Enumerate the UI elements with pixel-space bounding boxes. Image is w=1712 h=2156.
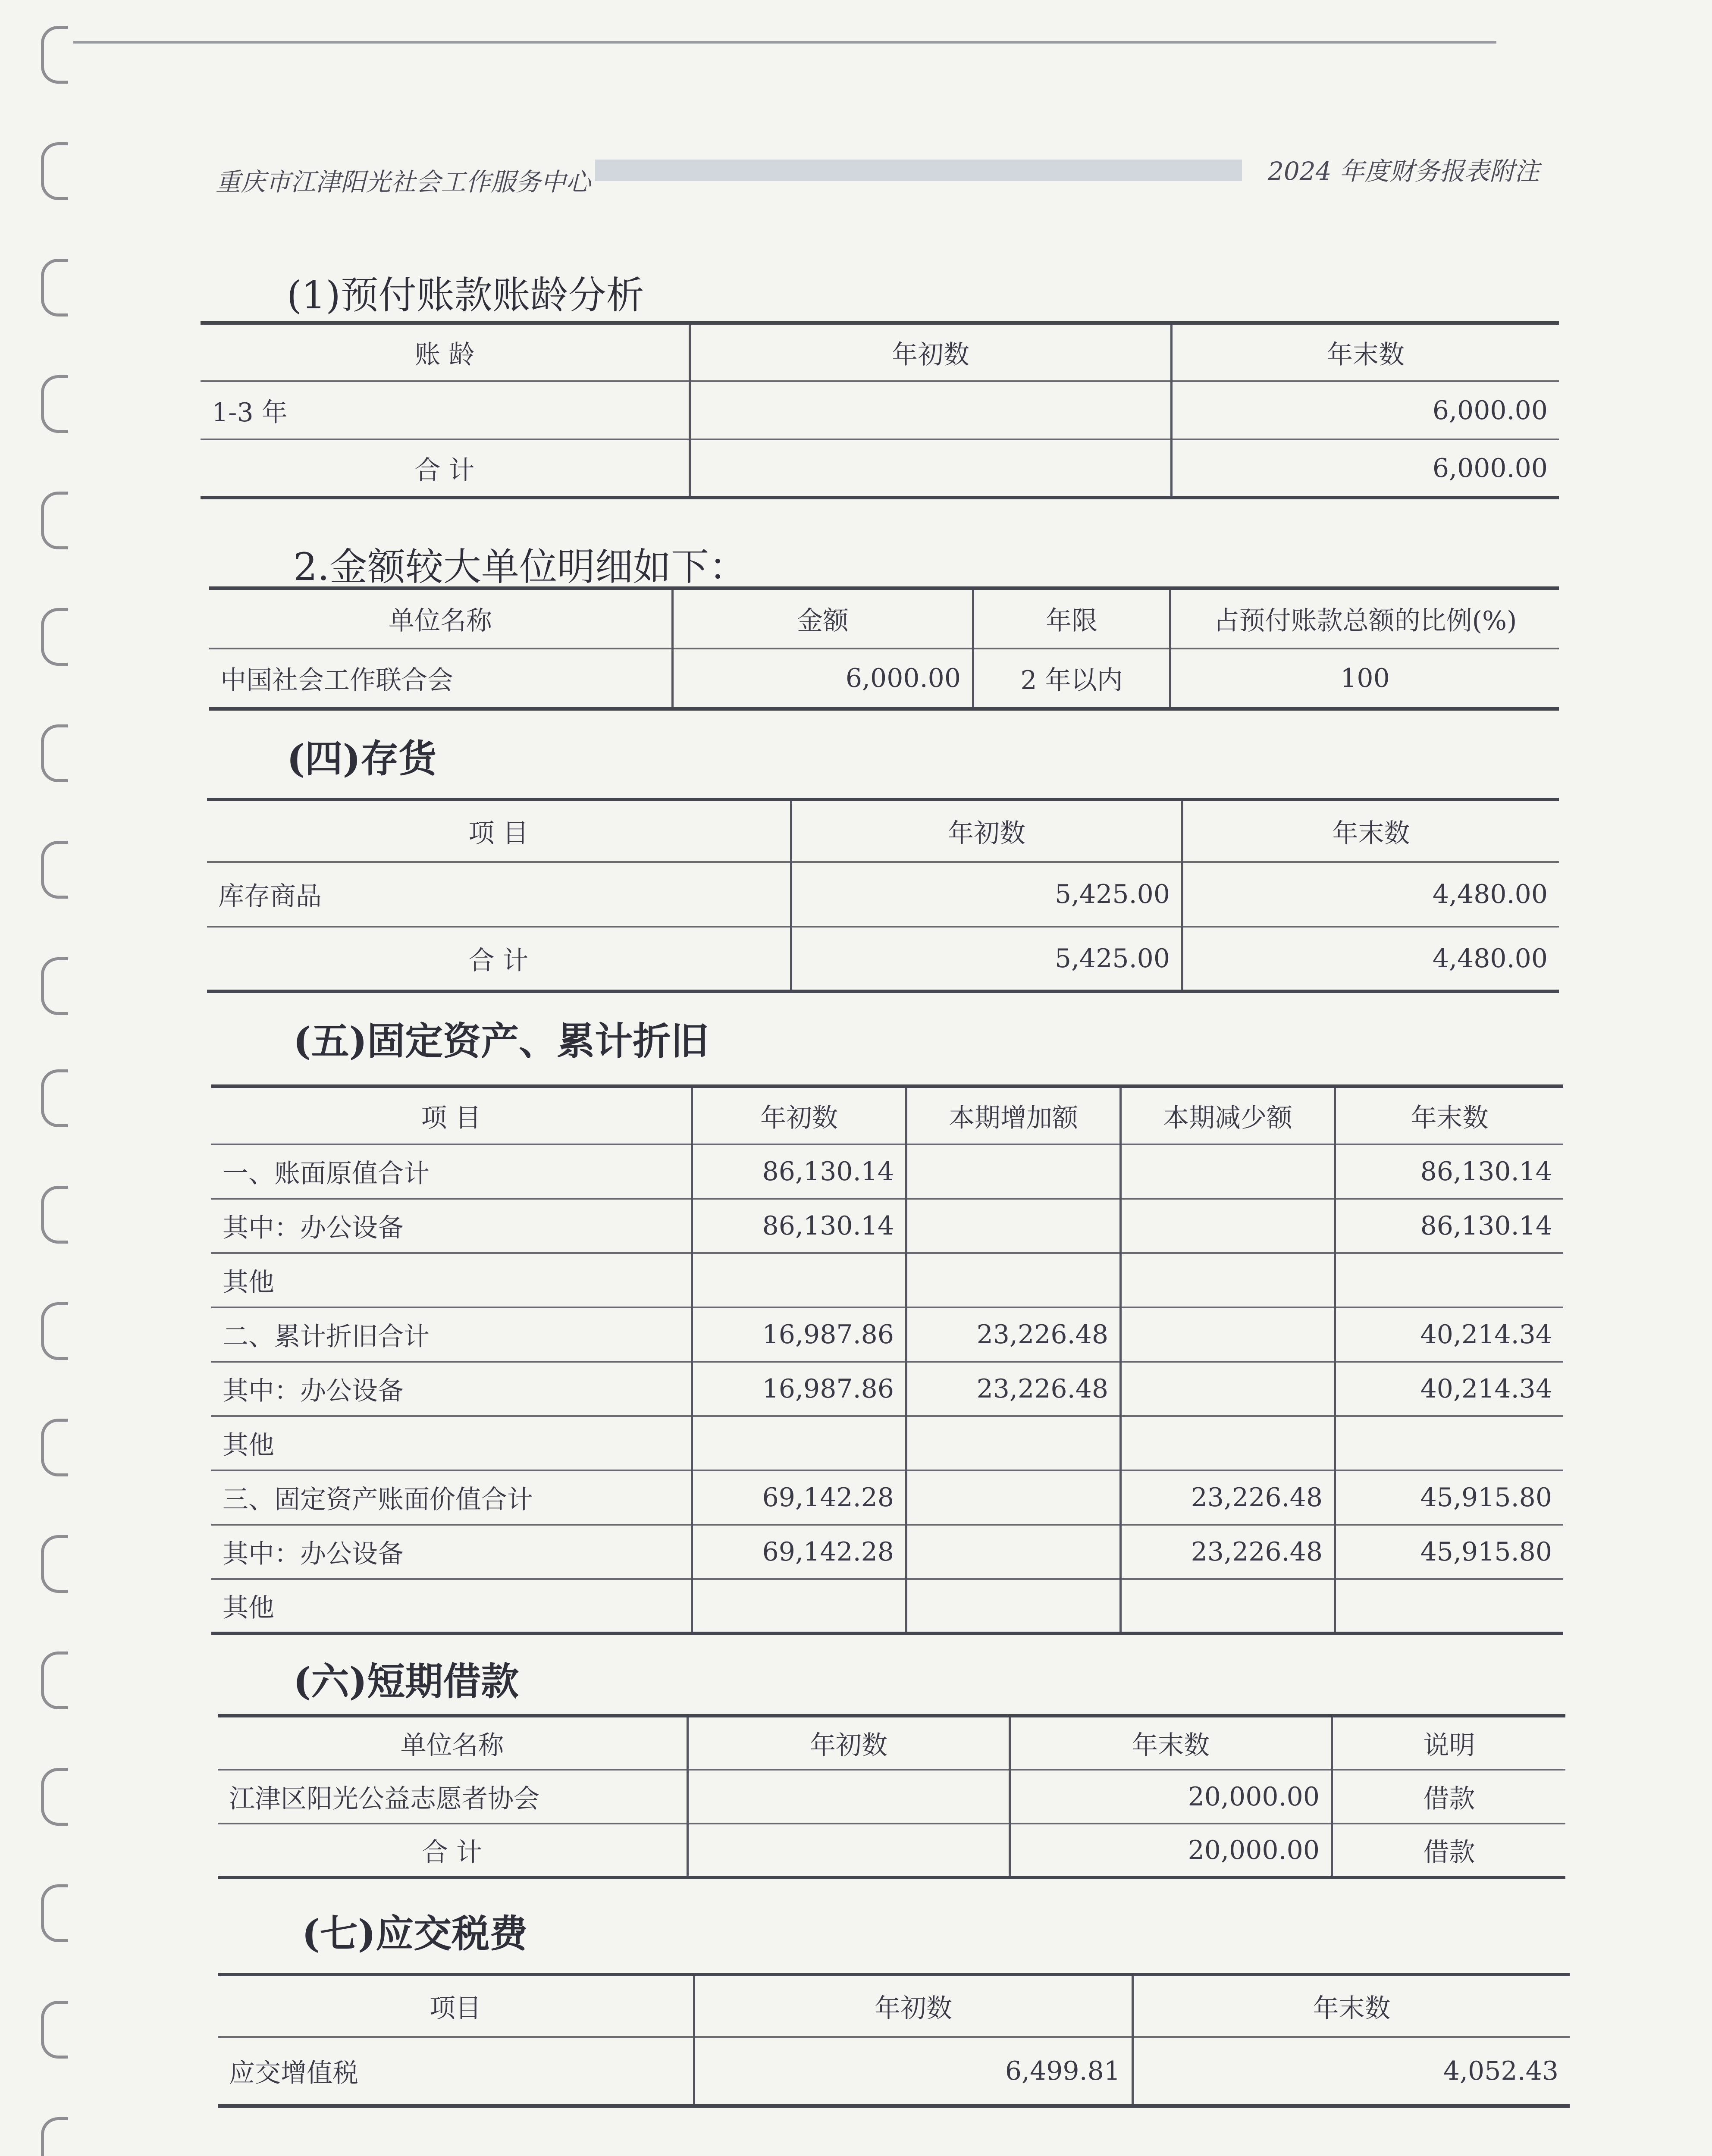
cell-begin: 16,987.86 bbox=[692, 1307, 906, 1362]
cell-term: 2 年以内 bbox=[973, 649, 1170, 709]
cell-begin: 6,499.81 bbox=[694, 2037, 1133, 2106]
binding-ring bbox=[41, 2001, 68, 2059]
row-label: 合 计 bbox=[207, 927, 791, 991]
row-label: 二、累计折旧合计 bbox=[211, 1307, 692, 1362]
table-row bbox=[211, 1525, 1563, 1579]
col-header: 年末数 bbox=[1010, 1716, 1332, 1770]
binding-ring bbox=[41, 1884, 68, 1942]
table-row bbox=[211, 1253, 1563, 1307]
table-row bbox=[201, 439, 1559, 498]
header-doc-title: 2024 年度财务报表附注 bbox=[1268, 157, 1540, 186]
cell-begin bbox=[692, 1579, 906, 1633]
col-header: 单位名称 bbox=[209, 588, 673, 649]
table-row bbox=[211, 1579, 1563, 1633]
row-label: 其他 bbox=[211, 1579, 692, 1633]
table-row bbox=[218, 1824, 1565, 1877]
cell-end: 4,052.43 bbox=[1133, 2037, 1570, 2106]
binding-ring bbox=[41, 1768, 68, 1826]
cell-begin bbox=[688, 1824, 1010, 1877]
table-prepaid-aging bbox=[201, 321, 1559, 499]
table-row bbox=[211, 1199, 1563, 1253]
row-label: 1-3 年 bbox=[201, 381, 690, 439]
table-row bbox=[211, 1362, 1563, 1416]
unit-name: 合 计 bbox=[218, 1824, 688, 1877]
table-large-units bbox=[209, 586, 1559, 711]
cell-increase bbox=[906, 1144, 1121, 1199]
section-title-taxes: (七)应交税费 bbox=[302, 1911, 528, 1956]
table-row bbox=[218, 2037, 1570, 2106]
cell-note: 借款 bbox=[1332, 1824, 1566, 1877]
table-row bbox=[207, 862, 1559, 927]
col-header: 本期减少额 bbox=[1121, 1086, 1335, 1144]
col-header: 年初数 bbox=[694, 1974, 1133, 2037]
row-label: 其他 bbox=[211, 1253, 692, 1307]
header-org-name: 重庆市江津阳光社会工作服务中心 bbox=[216, 167, 591, 197]
cell-decrease bbox=[1121, 1362, 1335, 1416]
scan-noise bbox=[595, 160, 1242, 181]
col-header: 账 龄 bbox=[201, 323, 690, 381]
cell-begin bbox=[690, 381, 1172, 439]
table-row bbox=[207, 927, 1559, 991]
table-inventory bbox=[207, 798, 1559, 993]
row-label: 其中：办公设备 bbox=[211, 1362, 692, 1416]
cell-begin: 69,142.28 bbox=[692, 1525, 906, 1579]
table-row bbox=[218, 1770, 1565, 1824]
cell-increase bbox=[906, 1416, 1121, 1470]
col-header: 说明 bbox=[1332, 1716, 1566, 1770]
binding-ring bbox=[41, 2117, 68, 2156]
col-header: 年末数 bbox=[1182, 799, 1559, 862]
binding-ring bbox=[41, 1186, 68, 1244]
cell-decrease bbox=[1121, 1416, 1335, 1470]
table-row bbox=[211, 1144, 1563, 1199]
cell-note: 借款 bbox=[1332, 1770, 1566, 1824]
binding-ring bbox=[41, 142, 68, 200]
binding-ring bbox=[41, 841, 68, 899]
col-header: 本期增加额 bbox=[906, 1086, 1121, 1144]
table-fixed-assets bbox=[211, 1084, 1563, 1635]
table-row bbox=[211, 1470, 1563, 1525]
cell-decrease bbox=[1121, 1307, 1335, 1362]
col-header: 年末数 bbox=[1172, 323, 1559, 381]
cell-begin: 5,425.00 bbox=[791, 927, 1182, 991]
binding-ring bbox=[41, 492, 68, 549]
cell-end bbox=[1335, 1416, 1564, 1470]
cell-end bbox=[1335, 1253, 1564, 1307]
cell-begin bbox=[692, 1416, 906, 1470]
cell-end: 6,000.00 bbox=[1172, 439, 1559, 498]
cell-end bbox=[1335, 1579, 1564, 1633]
binding-ring bbox=[41, 1302, 68, 1360]
cell-end: 20,000.00 bbox=[1010, 1770, 1332, 1824]
cell-increase bbox=[906, 1470, 1121, 1525]
table-row bbox=[211, 1307, 1563, 1362]
cell-end: 4,480.00 bbox=[1182, 862, 1559, 927]
table-row bbox=[211, 1416, 1563, 1470]
section-title-inventory: (四)存货 bbox=[287, 736, 437, 781]
table-short-loans bbox=[218, 1714, 1565, 1879]
table-row bbox=[201, 381, 1559, 439]
cell-increase bbox=[906, 1199, 1121, 1253]
cell-begin: 16,987.86 bbox=[692, 1362, 906, 1416]
cell-increase: 23,226.48 bbox=[906, 1307, 1121, 1362]
binding-ring bbox=[41, 1651, 68, 1709]
cell-begin: 69,142.28 bbox=[692, 1470, 906, 1525]
col-header: 项目 bbox=[218, 1974, 694, 2037]
col-header: 年末数 bbox=[1335, 1086, 1564, 1144]
section-title-prepaid-aging: (1)预付账款账龄分析 bbox=[287, 273, 644, 317]
row-label: 其他 bbox=[211, 1416, 692, 1470]
section-title-short-loans: (六)短期借款 bbox=[293, 1659, 519, 1704]
col-header: 年初数 bbox=[690, 323, 1172, 381]
binding-ring bbox=[41, 259, 68, 317]
table-taxes bbox=[218, 1973, 1570, 2108]
col-header: 年初数 bbox=[791, 799, 1182, 862]
cell-begin: 86,130.14 bbox=[692, 1199, 906, 1253]
binding-ring bbox=[41, 957, 68, 1015]
cell-end: 45,915.80 bbox=[1335, 1470, 1564, 1525]
row-label: 合 计 bbox=[201, 439, 690, 498]
table-row bbox=[209, 649, 1559, 709]
row-label: 库存商品 bbox=[207, 862, 791, 927]
cell-end: 40,214.34 bbox=[1335, 1307, 1564, 1362]
cell-increase bbox=[906, 1525, 1121, 1579]
cell-end: 6,000.00 bbox=[1172, 381, 1559, 439]
cell-begin bbox=[690, 439, 1172, 498]
binding-ring bbox=[41, 1069, 68, 1127]
top-rule bbox=[73, 41, 1496, 44]
unit-name: 江津区阳光公益志愿者协会 bbox=[218, 1770, 688, 1824]
col-header: 年末数 bbox=[1133, 1974, 1570, 2037]
cell-end: 45,915.80 bbox=[1335, 1525, 1564, 1579]
binding-ring bbox=[41, 608, 68, 666]
row-label: 一、账面原值合计 bbox=[211, 1144, 692, 1199]
cell-decrease: 23,226.48 bbox=[1121, 1525, 1335, 1579]
section-title-fixed-assets: (五)固定资产、累计折旧 bbox=[293, 1018, 709, 1063]
unit-name: 中国社会工作联合会 bbox=[209, 649, 673, 709]
cell-ratio: 100 bbox=[1170, 649, 1559, 709]
section-title-large-units: 2.金额较大单位明细如下： bbox=[293, 545, 747, 589]
row-label: 应交增值税 bbox=[218, 2037, 694, 2106]
binding-ring bbox=[41, 724, 68, 782]
col-header: 项 目 bbox=[211, 1086, 692, 1144]
cell-end: 4,480.00 bbox=[1182, 927, 1559, 991]
cell-end: 40,214.34 bbox=[1335, 1362, 1564, 1416]
cell-increase bbox=[906, 1253, 1121, 1307]
cell-end: 20,000.00 bbox=[1010, 1824, 1332, 1877]
cell-begin: 5,425.00 bbox=[791, 862, 1182, 927]
col-header: 年初数 bbox=[692, 1086, 906, 1144]
cell-increase bbox=[906, 1579, 1121, 1633]
cell-begin bbox=[688, 1770, 1010, 1824]
cell-begin: 86,130.14 bbox=[692, 1144, 906, 1199]
row-label: 三、固定资产账面价值合计 bbox=[211, 1470, 692, 1525]
col-header: 年初数 bbox=[688, 1716, 1010, 1770]
binding-ring bbox=[41, 1535, 68, 1593]
cell-begin bbox=[692, 1253, 906, 1307]
col-header: 单位名称 bbox=[218, 1716, 688, 1770]
cell-decrease bbox=[1121, 1199, 1335, 1253]
col-header: 金额 bbox=[673, 588, 973, 649]
row-label: 其中：办公设备 bbox=[211, 1525, 692, 1579]
cell-end: 86,130.14 bbox=[1335, 1199, 1564, 1253]
cell-end: 86,130.14 bbox=[1335, 1144, 1564, 1199]
col-header: 项 目 bbox=[207, 799, 791, 862]
cell-decrease bbox=[1121, 1579, 1335, 1633]
col-header: 年限 bbox=[973, 588, 1170, 649]
cell-decrease bbox=[1121, 1144, 1335, 1199]
binding-ring bbox=[41, 375, 68, 433]
cell-amount: 6,000.00 bbox=[673, 649, 973, 709]
row-label: 其中：办公设备 bbox=[211, 1199, 692, 1253]
cell-decrease bbox=[1121, 1253, 1335, 1307]
binding-ring bbox=[41, 1419, 68, 1476]
binding-ring bbox=[41, 26, 68, 84]
cell-decrease: 23,226.48 bbox=[1121, 1470, 1335, 1525]
cell-increase: 23,226.48 bbox=[906, 1362, 1121, 1416]
col-header: 占预付账款总额的比例(%) bbox=[1170, 588, 1559, 649]
